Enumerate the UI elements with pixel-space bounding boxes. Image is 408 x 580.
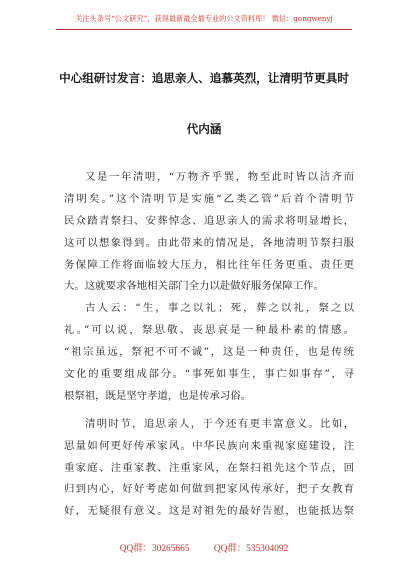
paragraph-line: 清明时节，追思亲人，于今还有更丰富意义。比如， — [85, 417, 354, 430]
paragraph-line: “祖宗虽远，祭祀不可不诚”，这是一种责任，也是传统 — [64, 346, 354, 359]
paragraph-line: 文化的重要组成部分。“事死如事生，事亡如事存”，寻 — [64, 368, 354, 381]
paragraph-line: 又是一年清明，“万物齐乎巽，物至此时皆以洁齐而 — [85, 171, 354, 183]
header-promo-text: 关注头条号“公文研究”，获得最新最全最专业的公文资料库！ 微信：gongwenyj — [75, 14, 333, 23]
document-body — [64, 167, 354, 523]
paragraph-line: 好，无疑很有意义。这是对祖先的最好告慰，也能抵达祭 — [64, 505, 354, 518]
document-title-line-2: 代内涵 — [186, 122, 222, 136]
footer-contact — [0, 540, 408, 554]
paragraph-line: 这可以想象得到。由此带来的情况是，各地清明节祭扫服 — [64, 236, 354, 249]
paragraph-line: 归到内心，好好考虑如何做到把家风传承好，把子女教育 — [64, 483, 354, 496]
footer-qq-group-2: QQ群：535304092 — [213, 544, 289, 554]
document-title-line-1: 中心组研讨发言：追思亲人、追慕英烈，让清明节更具时 — [59, 71, 349, 85]
paragraph-line: 务保障工作将面临较大压力，相比往年任务更重、责任更 — [64, 258, 354, 271]
header-divider — [56, 29, 352, 30]
paragraph-line: 古人云：“生，事之以礼；死，葬之以礼，祭之以 — [85, 302, 354, 315]
paragraph-line: 重家庭、注重家教、注重家风，在祭扫祖先这个节点，回 — [64, 461, 354, 474]
paragraph-line: 思量如何更好传承家风。中华民族向来重视家庭建设，注 — [64, 439, 354, 452]
paragraph-line: 民众踏青祭扫、安葬悼念、追思亲人的需求将明显增长， — [64, 214, 354, 227]
footer-qq-group-1: QQ群：30265665 — [119, 544, 190, 554]
paragraph-line: 清明矣。”这个清明节是实施“乙类乙管”后首个清明节 — [64, 192, 354, 205]
paragraph-line: 根祭祖，既是坚守孝道，也是传承习俗。 — [64, 389, 252, 402]
paragraph-line: 礼。”可以说，祭思敬、丧思哀是一种最朴素的情感。 — [64, 324, 354, 337]
paragraph-line: 大。这就要求各地相关部门全力以赴做好服务保障工作。 — [64, 280, 324, 293]
